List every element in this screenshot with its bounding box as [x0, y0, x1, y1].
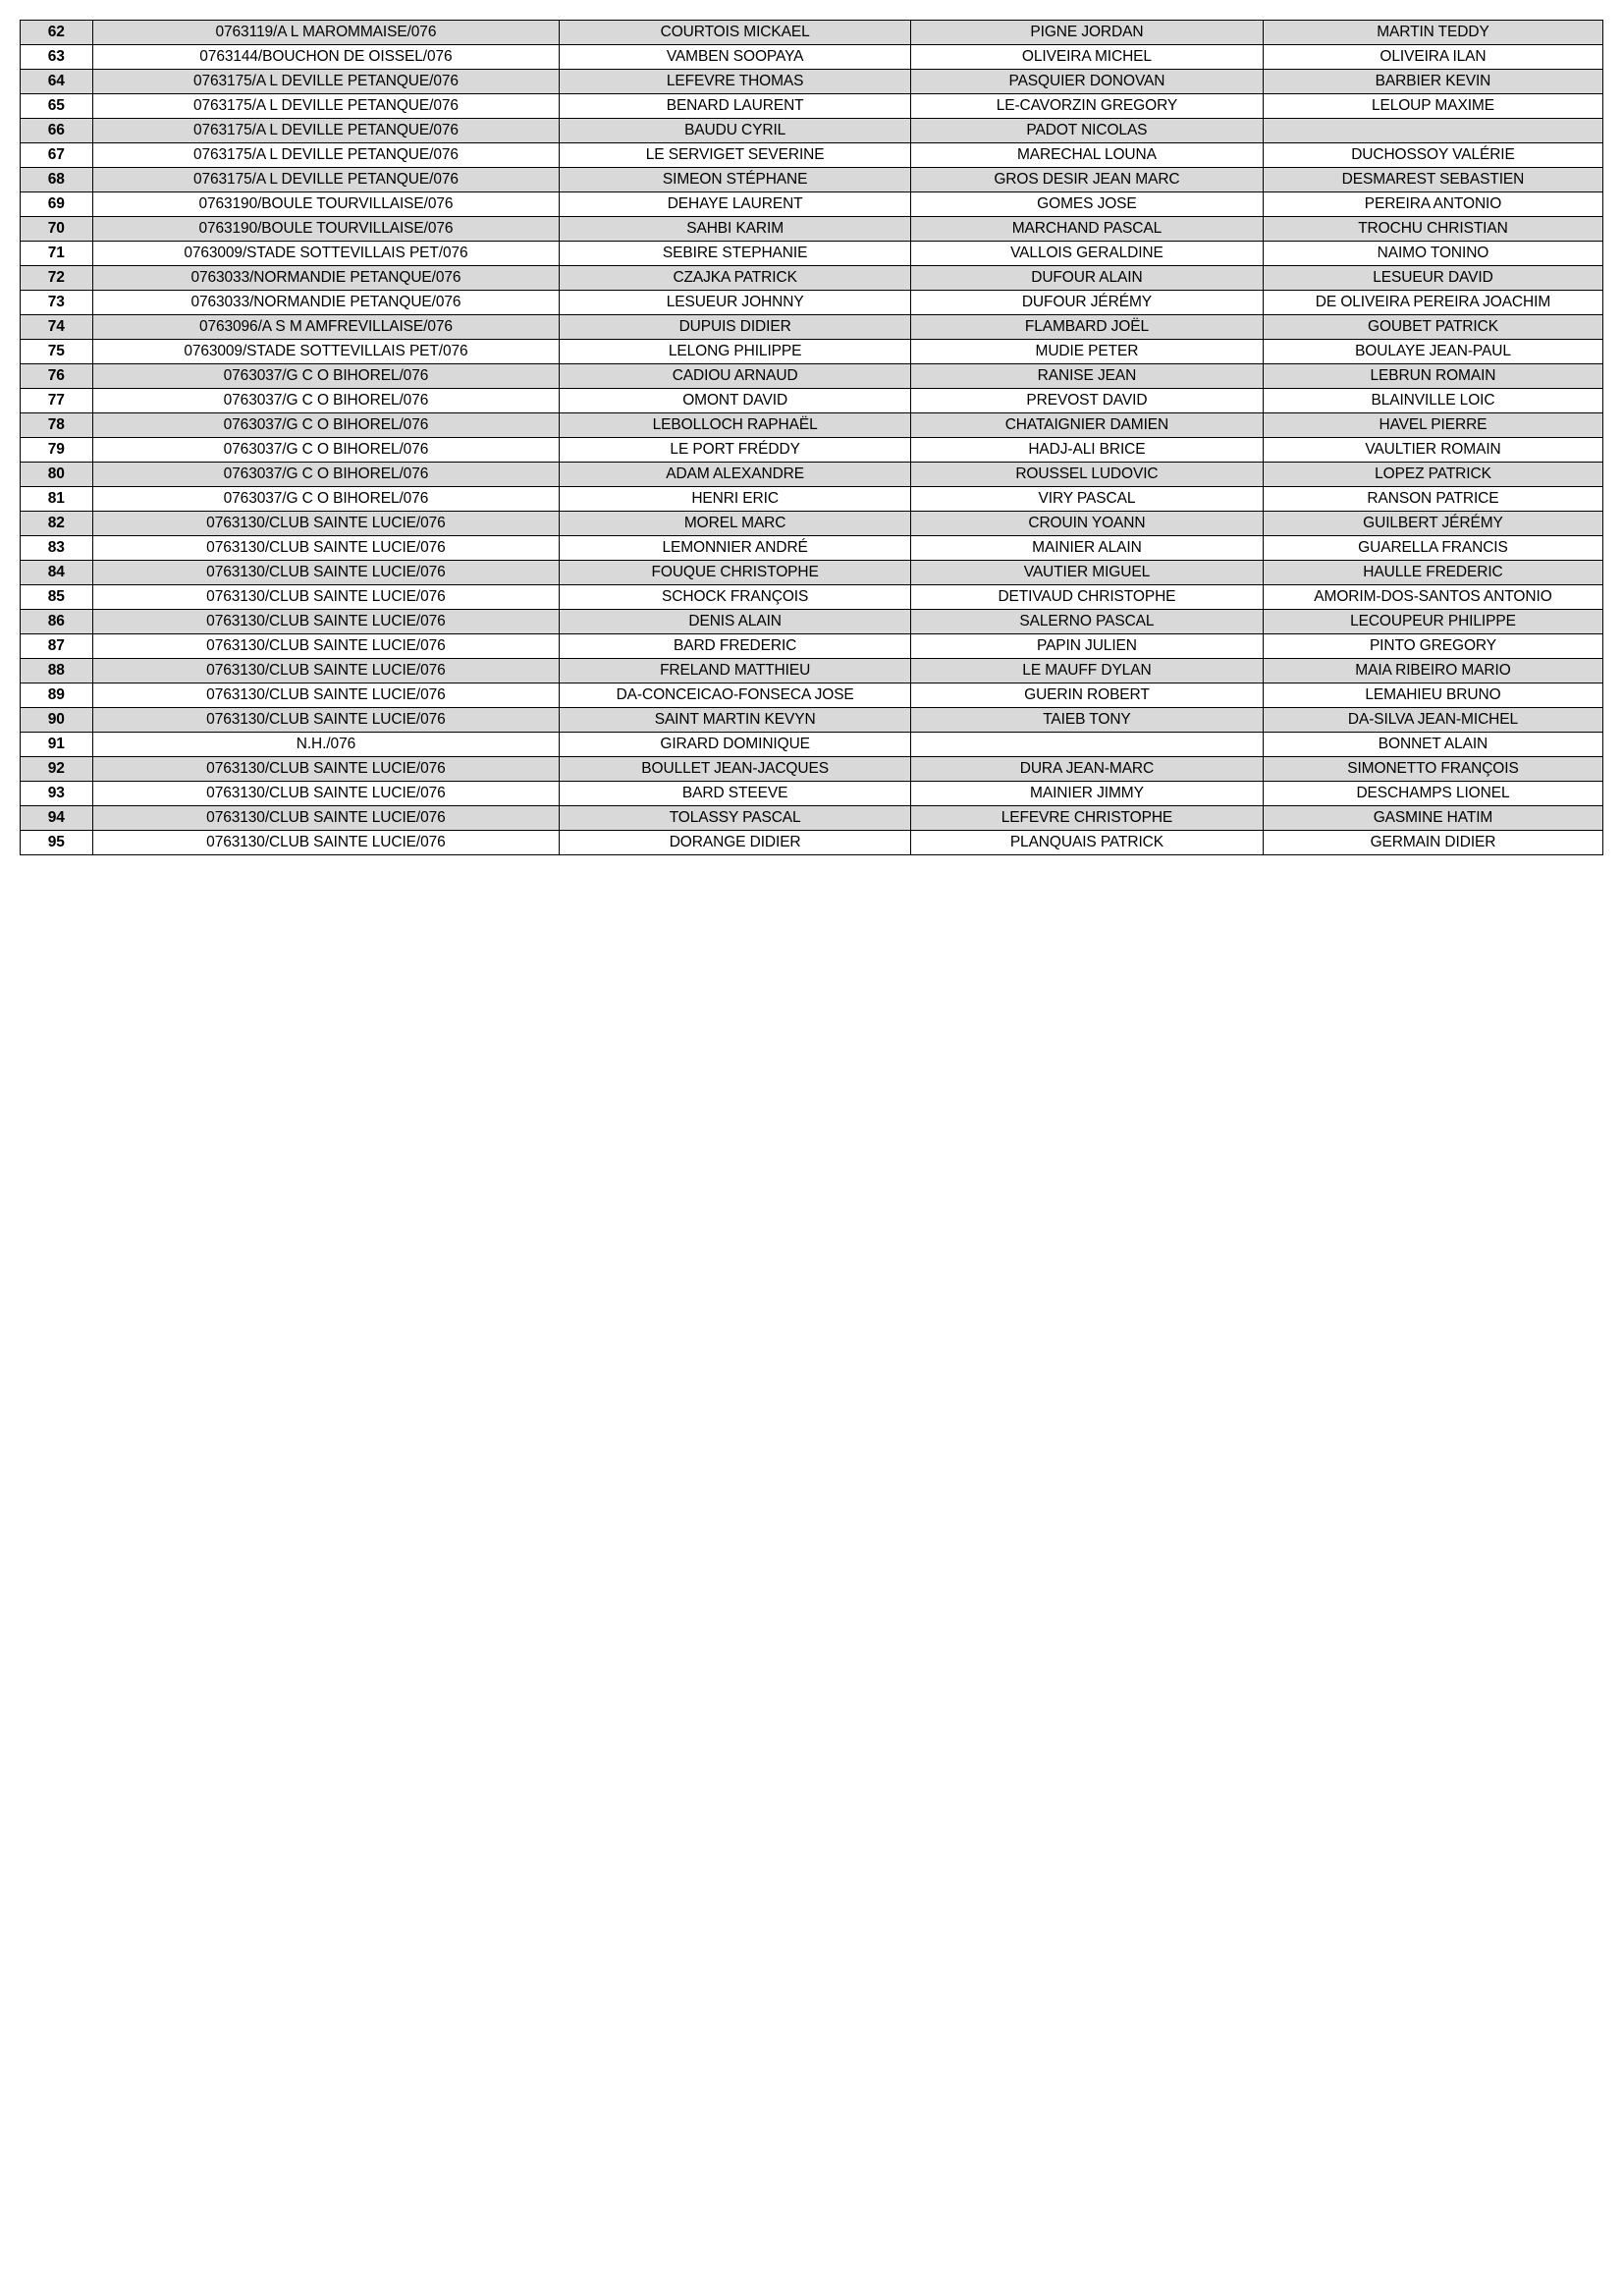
- player3-cell: GERMAIN DIDIER: [1263, 831, 1602, 855]
- player3-cell: LELOUP MAXIME: [1263, 94, 1602, 119]
- player3-cell: LECOUPEUR PHILIPPE: [1263, 610, 1602, 634]
- table-row: [21, 119, 1603, 143]
- club-cell: 0763037/G C O BIHOREL/076: [92, 463, 560, 487]
- player1-cell: SCHOCK FRANÇOIS: [560, 585, 911, 610]
- table-row: [21, 70, 1603, 94]
- table-row: [21, 806, 1603, 831]
- player2-cell: DETIVAUD CHRISTOPHE: [910, 585, 1263, 610]
- player2-cell: PREVOST DAVID: [910, 389, 1263, 413]
- player2-cell: PAPIN JULIEN: [910, 634, 1263, 659]
- player1-cell: SAHBI KARIM: [560, 217, 911, 242]
- player3-cell: BOULAYE JEAN-PAUL: [1263, 340, 1602, 364]
- club-cell: 0763037/G C O BIHOREL/076: [92, 389, 560, 413]
- club-cell: 0763033/NORMANDIE PETANQUE/076: [92, 291, 560, 315]
- row-number-cell: 62: [21, 21, 93, 45]
- player1-cell: COURTOIS MICKAEL: [560, 21, 911, 45]
- player2-cell: CHATAIGNIER DAMIEN: [910, 413, 1263, 438]
- player1-cell: ADAM ALEXANDRE: [560, 463, 911, 487]
- player1-cell: DENIS ALAIN: [560, 610, 911, 634]
- player1-cell: LEMONNIER ANDRÉ: [560, 536, 911, 561]
- roster-table-body: [21, 21, 1603, 855]
- club-cell: 0763175/A L DEVILLE PETANQUE/076: [92, 143, 560, 168]
- table-row: [21, 463, 1603, 487]
- club-cell: 0763130/CLUB SAINTE LUCIE/076: [92, 585, 560, 610]
- club-cell: 0763096/A S M AMFREVILLAISE/076: [92, 315, 560, 340]
- table-row: [21, 315, 1603, 340]
- player3-cell: BARBIER KEVIN: [1263, 70, 1602, 94]
- player1-cell: BARD STEEVE: [560, 782, 911, 806]
- row-number-cell: 94: [21, 806, 93, 831]
- player3-cell: GOUBET PATRICK: [1263, 315, 1602, 340]
- club-cell: 0763175/A L DEVILLE PETANQUE/076: [92, 94, 560, 119]
- player1-cell: BAUDU CYRIL: [560, 119, 911, 143]
- table-row: [21, 683, 1603, 708]
- player2-cell: VIRY PASCAL: [910, 487, 1263, 512]
- player2-cell: MARCHAND PASCAL: [910, 217, 1263, 242]
- club-cell: 0763033/NORMANDIE PETANQUE/076: [92, 266, 560, 291]
- table-row: [21, 634, 1603, 659]
- player1-cell: FRELAND MATTHIEU: [560, 659, 911, 683]
- player2-cell: MARECHAL LOUNA: [910, 143, 1263, 168]
- player2-cell: LE-CAVORZIN GREGORY: [910, 94, 1263, 119]
- row-number-cell: 89: [21, 683, 93, 708]
- player3-cell: MAIA RIBEIRO MARIO: [1263, 659, 1602, 683]
- table-row: [21, 21, 1603, 45]
- player2-cell: [910, 733, 1263, 757]
- table-row: [21, 487, 1603, 512]
- club-cell: 0763130/CLUB SAINTE LUCIE/076: [92, 782, 560, 806]
- player3-cell: BLAINVILLE LOIC: [1263, 389, 1602, 413]
- table-row: [21, 45, 1603, 70]
- table-row: [21, 708, 1603, 733]
- club-cell: 0763119/A L MAROMMAISE/076: [92, 21, 560, 45]
- table-row: [21, 242, 1603, 266]
- row-number-cell: 83: [21, 536, 93, 561]
- player2-cell: HADJ-ALI BRICE: [910, 438, 1263, 463]
- club-cell: 0763175/A L DEVILLE PETANQUE/076: [92, 119, 560, 143]
- player1-cell: LEFEVRE THOMAS: [560, 70, 911, 94]
- club-cell: 0763175/A L DEVILLE PETANQUE/076: [92, 70, 560, 94]
- row-number-cell: 78: [21, 413, 93, 438]
- table-row: [21, 536, 1603, 561]
- player3-cell: OLIVEIRA ILAN: [1263, 45, 1602, 70]
- player3-cell: TROCHU CHRISTIAN: [1263, 217, 1602, 242]
- club-cell: 0763130/CLUB SAINTE LUCIE/076: [92, 634, 560, 659]
- player1-cell: SAINT MARTIN KEVYN: [560, 708, 911, 733]
- player1-cell: LESUEUR JOHNNY: [560, 291, 911, 315]
- player1-cell: FOUQUE CHRISTOPHE: [560, 561, 911, 585]
- player3-cell: DESMAREST SEBASTIEN: [1263, 168, 1602, 192]
- player3-cell: HAULLE FREDERIC: [1263, 561, 1602, 585]
- player2-cell: MUDIE PETER: [910, 340, 1263, 364]
- row-number-cell: 73: [21, 291, 93, 315]
- row-number-cell: 63: [21, 45, 93, 70]
- player3-cell: LEBRUN ROMAIN: [1263, 364, 1602, 389]
- player1-cell: CADIOU ARNAUD: [560, 364, 911, 389]
- player2-cell: ROUSSEL LUDOVIC: [910, 463, 1263, 487]
- player1-cell: GIRARD DOMINIQUE: [560, 733, 911, 757]
- player3-cell: DE OLIVEIRA PEREIRA JOACHIM: [1263, 291, 1602, 315]
- table-row: [21, 413, 1603, 438]
- player3-cell: GUILBERT JÉRÉMY: [1263, 512, 1602, 536]
- club-cell: 0763130/CLUB SAINTE LUCIE/076: [92, 708, 560, 733]
- player3-cell: PINTO GREGORY: [1263, 634, 1602, 659]
- player2-cell: GROS DESIR JEAN MARC: [910, 168, 1263, 192]
- player1-cell: LE SERVIGET SEVERINE: [560, 143, 911, 168]
- player3-cell: DA-SILVA JEAN-MICHEL: [1263, 708, 1602, 733]
- row-number-cell: 84: [21, 561, 93, 585]
- player3-cell: VAULTIER ROMAIN: [1263, 438, 1602, 463]
- player2-cell: VALLOIS GERALDINE: [910, 242, 1263, 266]
- player3-cell: DUCHOSSOY VALÉRIE: [1263, 143, 1602, 168]
- player1-cell: DUPUIS DIDIER: [560, 315, 911, 340]
- table-row: [21, 831, 1603, 855]
- table-row: [21, 266, 1603, 291]
- row-number-cell: 70: [21, 217, 93, 242]
- player3-cell: GUARELLA FRANCIS: [1263, 536, 1602, 561]
- club-cell: 0763190/BOULE TOURVILLAISE/076: [92, 217, 560, 242]
- table-row: [21, 364, 1603, 389]
- table-row: [21, 217, 1603, 242]
- player2-cell: CROUIN YOANN: [910, 512, 1263, 536]
- club-cell: 0763130/CLUB SAINTE LUCIE/076: [92, 831, 560, 855]
- player1-cell: OMONT DAVID: [560, 389, 911, 413]
- player1-cell: HENRI ERIC: [560, 487, 911, 512]
- player2-cell: VAUTIER MIGUEL: [910, 561, 1263, 585]
- player2-cell: MAINIER JIMMY: [910, 782, 1263, 806]
- club-cell: 0763009/STADE SOTTEVILLAIS PET/076: [92, 242, 560, 266]
- row-number-cell: 64: [21, 70, 93, 94]
- table-row: [21, 733, 1603, 757]
- row-number-cell: 75: [21, 340, 93, 364]
- club-cell: 0763130/CLUB SAINTE LUCIE/076: [92, 806, 560, 831]
- table-row: [21, 192, 1603, 217]
- player3-cell: MARTIN TEDDY: [1263, 21, 1602, 45]
- club-cell: 0763037/G C O BIHOREL/076: [92, 487, 560, 512]
- player3-cell: AMORIM-DOS-SANTOS ANTONIO: [1263, 585, 1602, 610]
- player1-cell: BARD FREDERIC: [560, 634, 911, 659]
- table-row: [21, 438, 1603, 463]
- row-number-cell: 71: [21, 242, 93, 266]
- club-cell: N.H./076: [92, 733, 560, 757]
- row-number-cell: 85: [21, 585, 93, 610]
- player3-cell: HAVEL PIERRE: [1263, 413, 1602, 438]
- table-row: [21, 168, 1603, 192]
- player1-cell: SIMEON STÉPHANE: [560, 168, 911, 192]
- club-cell: 0763130/CLUB SAINTE LUCIE/076: [92, 610, 560, 634]
- player1-cell: BENARD LAURENT: [560, 94, 911, 119]
- table-row: [21, 782, 1603, 806]
- club-cell: 0763009/STADE SOTTEVILLAIS PET/076: [92, 340, 560, 364]
- club-cell: 0763130/CLUB SAINTE LUCIE/076: [92, 561, 560, 585]
- player1-cell: DEHAYE LAURENT: [560, 192, 911, 217]
- row-number-cell: 90: [21, 708, 93, 733]
- table-row: [21, 512, 1603, 536]
- player3-cell: GASMINE HATIM: [1263, 806, 1602, 831]
- table-row: [21, 585, 1603, 610]
- table-row: [21, 143, 1603, 168]
- player2-cell: SALERNO PASCAL: [910, 610, 1263, 634]
- player2-cell: RANISE JEAN: [910, 364, 1263, 389]
- roster-table: [20, 20, 1603, 855]
- player3-cell: DESCHAMPS LIONEL: [1263, 782, 1602, 806]
- table-row: [21, 291, 1603, 315]
- row-number-cell: 72: [21, 266, 93, 291]
- club-cell: 0763130/CLUB SAINTE LUCIE/076: [92, 512, 560, 536]
- player2-cell: OLIVEIRA MICHEL: [910, 45, 1263, 70]
- player2-cell: GUERIN ROBERT: [910, 683, 1263, 708]
- player1-cell: DORANGE DIDIER: [560, 831, 911, 855]
- player3-cell: NAIMO TONINO: [1263, 242, 1602, 266]
- club-cell: 0763130/CLUB SAINTE LUCIE/076: [92, 659, 560, 683]
- row-number-cell: 68: [21, 168, 93, 192]
- row-number-cell: 77: [21, 389, 93, 413]
- table-row: [21, 757, 1603, 782]
- row-number-cell: 79: [21, 438, 93, 463]
- player3-cell: RANSON PATRICE: [1263, 487, 1602, 512]
- row-number-cell: 81: [21, 487, 93, 512]
- table-row: [21, 94, 1603, 119]
- club-cell: 0763175/A L DEVILLE PETANQUE/076: [92, 168, 560, 192]
- player2-cell: DURA JEAN-MARC: [910, 757, 1263, 782]
- player2-cell: GOMES JOSE: [910, 192, 1263, 217]
- player1-cell: CZAJKA PATRICK: [560, 266, 911, 291]
- row-number-cell: 65: [21, 94, 93, 119]
- player2-cell: TAIEB TONY: [910, 708, 1263, 733]
- row-number-cell: 87: [21, 634, 93, 659]
- row-number-cell: 92: [21, 757, 93, 782]
- player2-cell: PADOT NICOLAS: [910, 119, 1263, 143]
- row-number-cell: 95: [21, 831, 93, 855]
- row-number-cell: 67: [21, 143, 93, 168]
- table-row: [21, 561, 1603, 585]
- player1-cell: LE PORT FRÉDDY: [560, 438, 911, 463]
- table-row: [21, 389, 1603, 413]
- player3-cell: LESUEUR DAVID: [1263, 266, 1602, 291]
- player1-cell: LEBOLLOCH RAPHAËL: [560, 413, 911, 438]
- player2-cell: LEFEVRE CHRISTOPHE: [910, 806, 1263, 831]
- player3-cell: PEREIRA ANTONIO: [1263, 192, 1602, 217]
- player3-cell: LOPEZ PATRICK: [1263, 463, 1602, 487]
- player2-cell: DUFOUR ALAIN: [910, 266, 1263, 291]
- club-cell: 0763190/BOULE TOURVILLAISE/076: [92, 192, 560, 217]
- club-cell: 0763130/CLUB SAINTE LUCIE/076: [92, 683, 560, 708]
- player1-cell: BOULLET JEAN-JACQUES: [560, 757, 911, 782]
- player1-cell: TOLASSY PASCAL: [560, 806, 911, 831]
- table-row: [21, 610, 1603, 634]
- player1-cell: MOREL MARC: [560, 512, 911, 536]
- player3-cell: SIMONETTO FRANÇOIS: [1263, 757, 1602, 782]
- row-number-cell: 82: [21, 512, 93, 536]
- row-number-cell: 91: [21, 733, 93, 757]
- player2-cell: PASQUIER DONOVAN: [910, 70, 1263, 94]
- row-number-cell: 88: [21, 659, 93, 683]
- row-number-cell: 80: [21, 463, 93, 487]
- club-cell: 0763037/G C O BIHOREL/076: [92, 364, 560, 389]
- player3-cell: LEMAHIEU BRUNO: [1263, 683, 1602, 708]
- player1-cell: SEBIRE STEPHANIE: [560, 242, 911, 266]
- club-cell: 0763130/CLUB SAINTE LUCIE/076: [92, 757, 560, 782]
- player3-cell: [1263, 119, 1602, 143]
- row-number-cell: 76: [21, 364, 93, 389]
- club-cell: 0763130/CLUB SAINTE LUCIE/076: [92, 536, 560, 561]
- player2-cell: LE MAUFF DYLAN: [910, 659, 1263, 683]
- player2-cell: MAINIER ALAIN: [910, 536, 1263, 561]
- row-number-cell: 86: [21, 610, 93, 634]
- club-cell: 0763144/BOUCHON DE OISSEL/076: [92, 45, 560, 70]
- table-row: [21, 659, 1603, 683]
- player1-cell: DA-CONCEICAO-FONSECA JOSE: [560, 683, 911, 708]
- row-number-cell: 69: [21, 192, 93, 217]
- row-number-cell: 66: [21, 119, 93, 143]
- player1-cell: LELONG PHILIPPE: [560, 340, 911, 364]
- row-number-cell: 74: [21, 315, 93, 340]
- club-cell: 0763037/G C O BIHOREL/076: [92, 413, 560, 438]
- player2-cell: PIGNE JORDAN: [910, 21, 1263, 45]
- player3-cell: BONNET ALAIN: [1263, 733, 1602, 757]
- player2-cell: DUFOUR JÉRÉMY: [910, 291, 1263, 315]
- club-cell: 0763037/G C O BIHOREL/076: [92, 438, 560, 463]
- row-number-cell: 93: [21, 782, 93, 806]
- player2-cell: PLANQUAIS PATRICK: [910, 831, 1263, 855]
- player1-cell: VAMBEN SOOPAYA: [560, 45, 911, 70]
- table-row: [21, 340, 1603, 364]
- player2-cell: FLAMBARD JOËL: [910, 315, 1263, 340]
